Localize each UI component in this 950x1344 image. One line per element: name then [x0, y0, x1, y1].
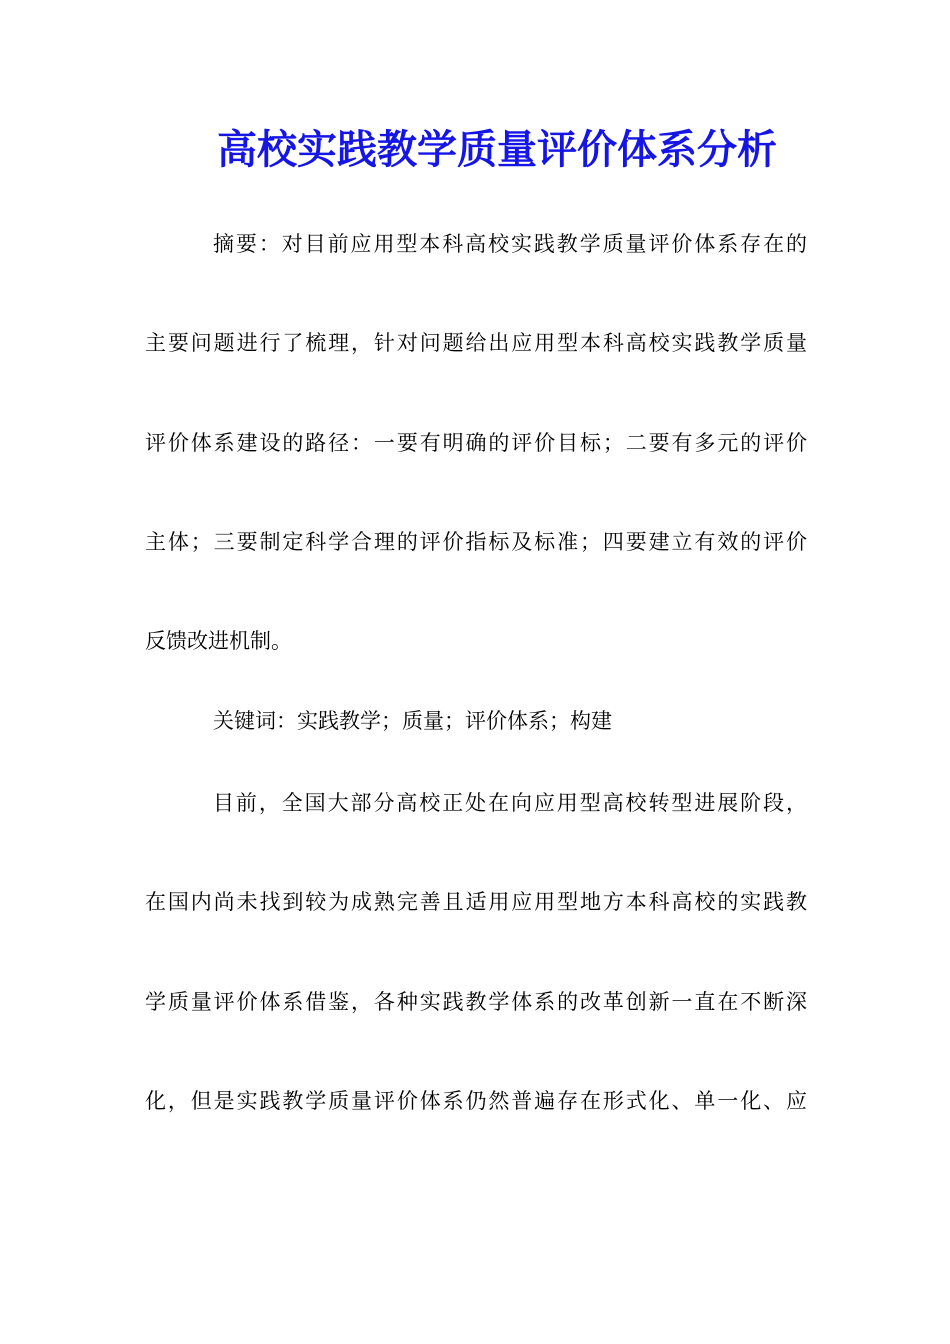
keywords-line: 关键词：实践教学；质量；评价体系；构建 — [213, 709, 612, 733]
abstract-line-3: 评价体系建设的路径：一要有明确的评价目标；二要有多元的评价 — [145, 431, 807, 455]
abstract-line-2: 主要问题进行了梳理，针对问题给出应用型本科高校实践教学质量 — [145, 331, 807, 355]
abstract-line-4: 主体；三要制定科学合理的评价指标及标准；四要建立有效的评价 — [145, 530, 807, 554]
abstract-line-1: 摘要：对目前应用型本科高校实践教学质量评价体系存在的 — [213, 232, 807, 256]
body-line-1: 目前，全国大部分高校正处在向应用型高校转型进展阶段， — [213, 791, 807, 815]
body-line-4: 化，但是实践教学质量评价体系仍然普遍存在形式化、单一化、应 — [145, 1089, 807, 1113]
abstract-line-5: 反馈改进机制。 — [145, 629, 292, 653]
body-line-3: 学质量评价体系借鉴，各种实践教学体系的改革创新一直在不断深 — [145, 990, 807, 1014]
document-title: 高校实践教学质量评价体系分析 — [217, 126, 777, 173]
body-line-2: 在国内尚未找到较为成熟完善且适用应用型地方本科高校的实践教 — [145, 890, 807, 914]
